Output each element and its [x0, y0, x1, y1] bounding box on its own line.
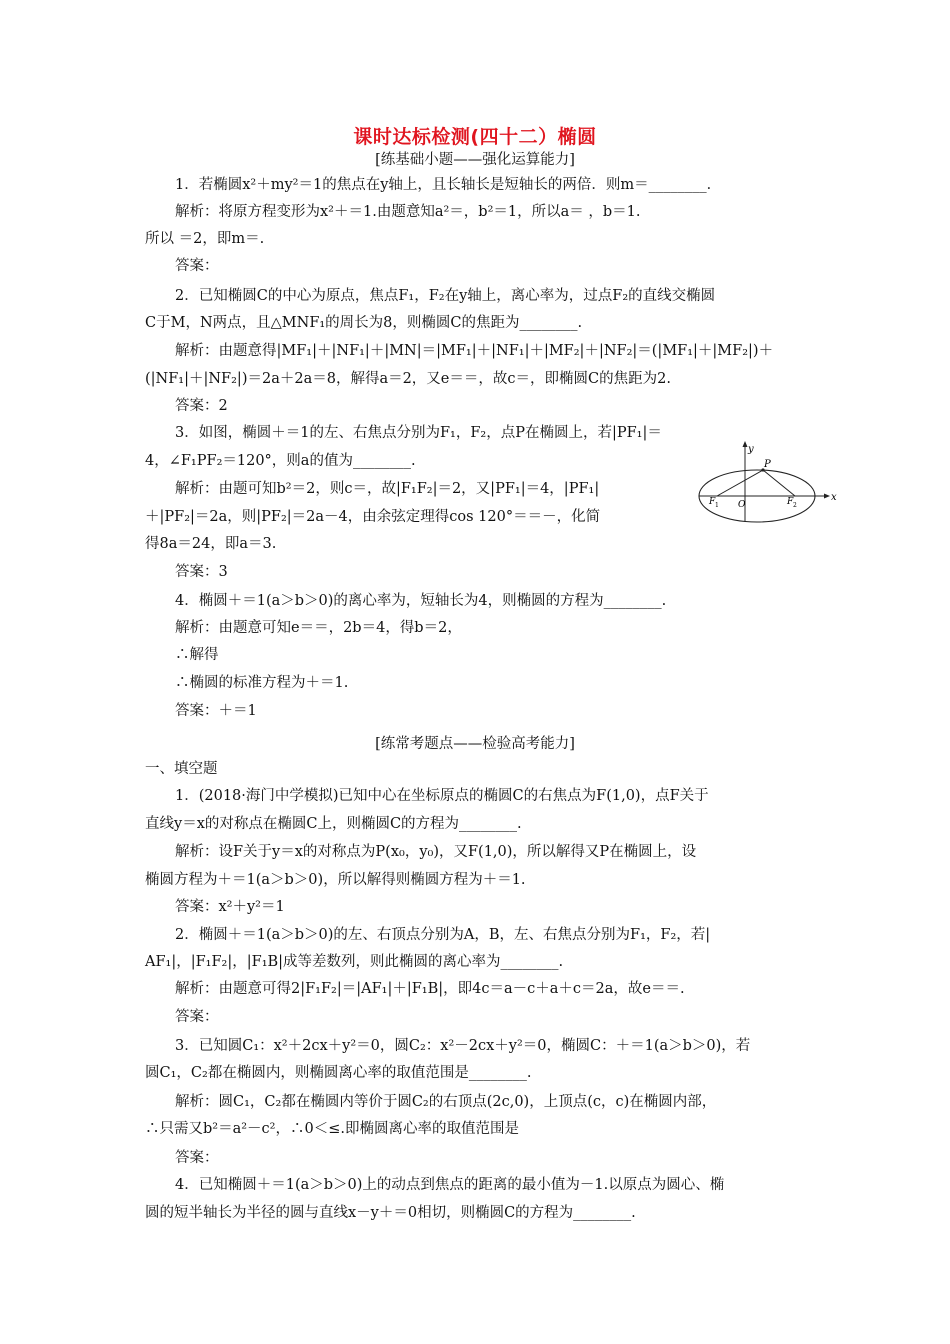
text-line: 4，∠F₁PF₂＝120°，则a的值为________. — [145, 453, 416, 469]
text-line: 圆C₁，C₂都在椭圆内，则椭圆离心率的取值范围是________. — [145, 1065, 532, 1081]
section-heading-exam: [练常考题点——检验高考能力] — [375, 736, 575, 752]
segment-pf1 — [717, 470, 763, 496]
text-line: 1．(2018·海门中学模拟)已知中心在坐标原点的椭圆C的右焦点为F(1,0)，点F关于 — [175, 788, 709, 804]
text-line: 2．椭圆＋＝1(a＞b＞0)的左、右顶点分别为A，B，左、右焦点分别为F₁，F₂，若| — [175, 927, 711, 943]
text-line: 答案：2 — [175, 398, 228, 414]
origin-label: O — [738, 500, 746, 510]
focus-f1-label: F — [709, 497, 716, 507]
focus-f2-label: F — [787, 497, 794, 507]
text-line: 1．若椭圆x²＋my²＝1的焦点在y轴上，且长轴长是短轴长的两倍．则m＝________． — [175, 177, 722, 193]
text-line: (|NF₁|＋|NF₂|)＝2a＋2a＝8，解得a＝2，又e＝＝，故c＝，即椭圆C的焦距为2. — [145, 371, 671, 387]
text-line: 2．已知椭圆C的中心为原点，焦点F₁，F₂在y轴上，离心率为，过点F₂的直线交椭圆 — [175, 288, 716, 304]
text-line: 解析：由题意可知e＝＝，2b＝4，得b＝2， — [175, 620, 462, 636]
text-line: 4．椭圆＋＝1(a＞b＞0)的离心率为，短轴长为4，则椭圆的方程为________. — [175, 593, 667, 609]
text-line: 答案： — [175, 1009, 219, 1025]
text-line: 解析：圆C₁，C₂都在椭圆内等价于圆C₂的右顶点(2c,0)，上顶点(c，c)在椭圆内部， — [175, 1094, 717, 1110]
text-line: 答案：3 — [175, 564, 228, 580]
text-line: 3．如图，椭圆＋＝1的左、右焦点分别为F₁，F₂，点P在椭圆上，若|PF₁|＝ — [175, 425, 662, 441]
text-line: 一、填空题 — [145, 761, 218, 777]
page-title: 课时达标检测(四十二）椭圆 — [353, 126, 597, 148]
text-line: 得8a＝24，即a＝3. — [145, 536, 277, 552]
text-line: C于M，N两点，且△MNF₁的周长为8，则椭圆C的焦距为________. — [145, 315, 583, 331]
y-axis-label: y — [748, 444, 754, 455]
text-line: ∴椭圆的标准方程为＋＝1. — [175, 675, 349, 691]
text-line: 答案： — [175, 258, 219, 274]
text-line: ∴解得 — [175, 647, 219, 663]
text-line: 圆的短半轴长为半径的圆与直线x－y＋＝0相切，则椭圆C的方程为________. — [145, 1205, 636, 1221]
focus-f2-subscript: 2 — [793, 502, 797, 509]
text-line: 椭圆方程为＋＝1(a＞b＞0)，所以解得则椭圆方程为＋＝1. — [145, 872, 526, 888]
text-line: 答案： — [175, 1150, 219, 1166]
segment-pf2 — [763, 470, 795, 496]
text-line: 答案：x²＋y²＝1 — [175, 899, 285, 915]
text-line: 解析：由题意得|MF₁|＋|NF₁|＋|MN|＝|MF₁|＋|NF₁|＋|MF₂|＋|NF₂|＝(|MF₁|＋|MF₂|)＋ — [175, 343, 774, 359]
text-line: ＋|PF₂|＝2a，则|PF₂|＝2a－4，由余弦定理得cos 120°＝＝－，化简 — [145, 509, 601, 525]
focus-f1-subscript: 1 — [715, 502, 719, 509]
text-line: ∴只需又b²＝a²－c²，∴0＜≤.即椭圆离心率的取值范围是 — [145, 1121, 519, 1137]
section-heading-basic: [练基础小题——强化运算能力] — [375, 152, 575, 168]
text-line: 答案：＋＝1 — [175, 703, 257, 719]
text-line: 3．已知圆C₁：x²＋2cx＋y²＝0，圆C₂：x²－2cx＋y²＝0，椭圆C：＋＝1(a＞b＞0)，若 — [175, 1038, 751, 1054]
text-line: 解析：设F关于y＝x的对称点为P(x₀，y₀)，又F(1,0)，所以解得又P在椭圆上，设 — [175, 844, 697, 860]
text-line: 所以 ＝2，即m＝. — [145, 231, 265, 247]
text-line: 4．已知椭圆＋＝1(a＞b＞0)上的动点到焦点的距离的最小值为－1.以原点为圆心、椭 — [175, 1177, 725, 1193]
y-axis-arrow — [743, 441, 748, 447]
text-line: 解析：将原方程变形为x²＋＝1.由题意知a²＝，b²＝1，所以a＝ ，b＝1. — [175, 204, 641, 220]
text-line: 解析：由题意可得2|F₁F₂|＝|AF₁|＋|F₁B|，即4c＝a－c＋a＋c＝2a，故e＝＝. — [175, 981, 685, 997]
ellipse-figure — [695, 438, 845, 526]
text-line: AF₁|，|F₁F₂|，|F₁B|成等差数列，则此椭圆的离心率为________. — [145, 954, 564, 970]
point-p-label: P — [764, 459, 771, 470]
text-line: 直线y＝x的对称点在椭圆C上，则椭圆C的方程为________. — [145, 816, 522, 832]
x-axis-arrow — [824, 494, 830, 499]
x-axis-label: x — [831, 492, 837, 503]
text-line: 解析：由题可知b²＝2，则c＝，故|F₁F₂|＝2，又|PF₁|＝4，|PF₁| — [175, 481, 600, 497]
